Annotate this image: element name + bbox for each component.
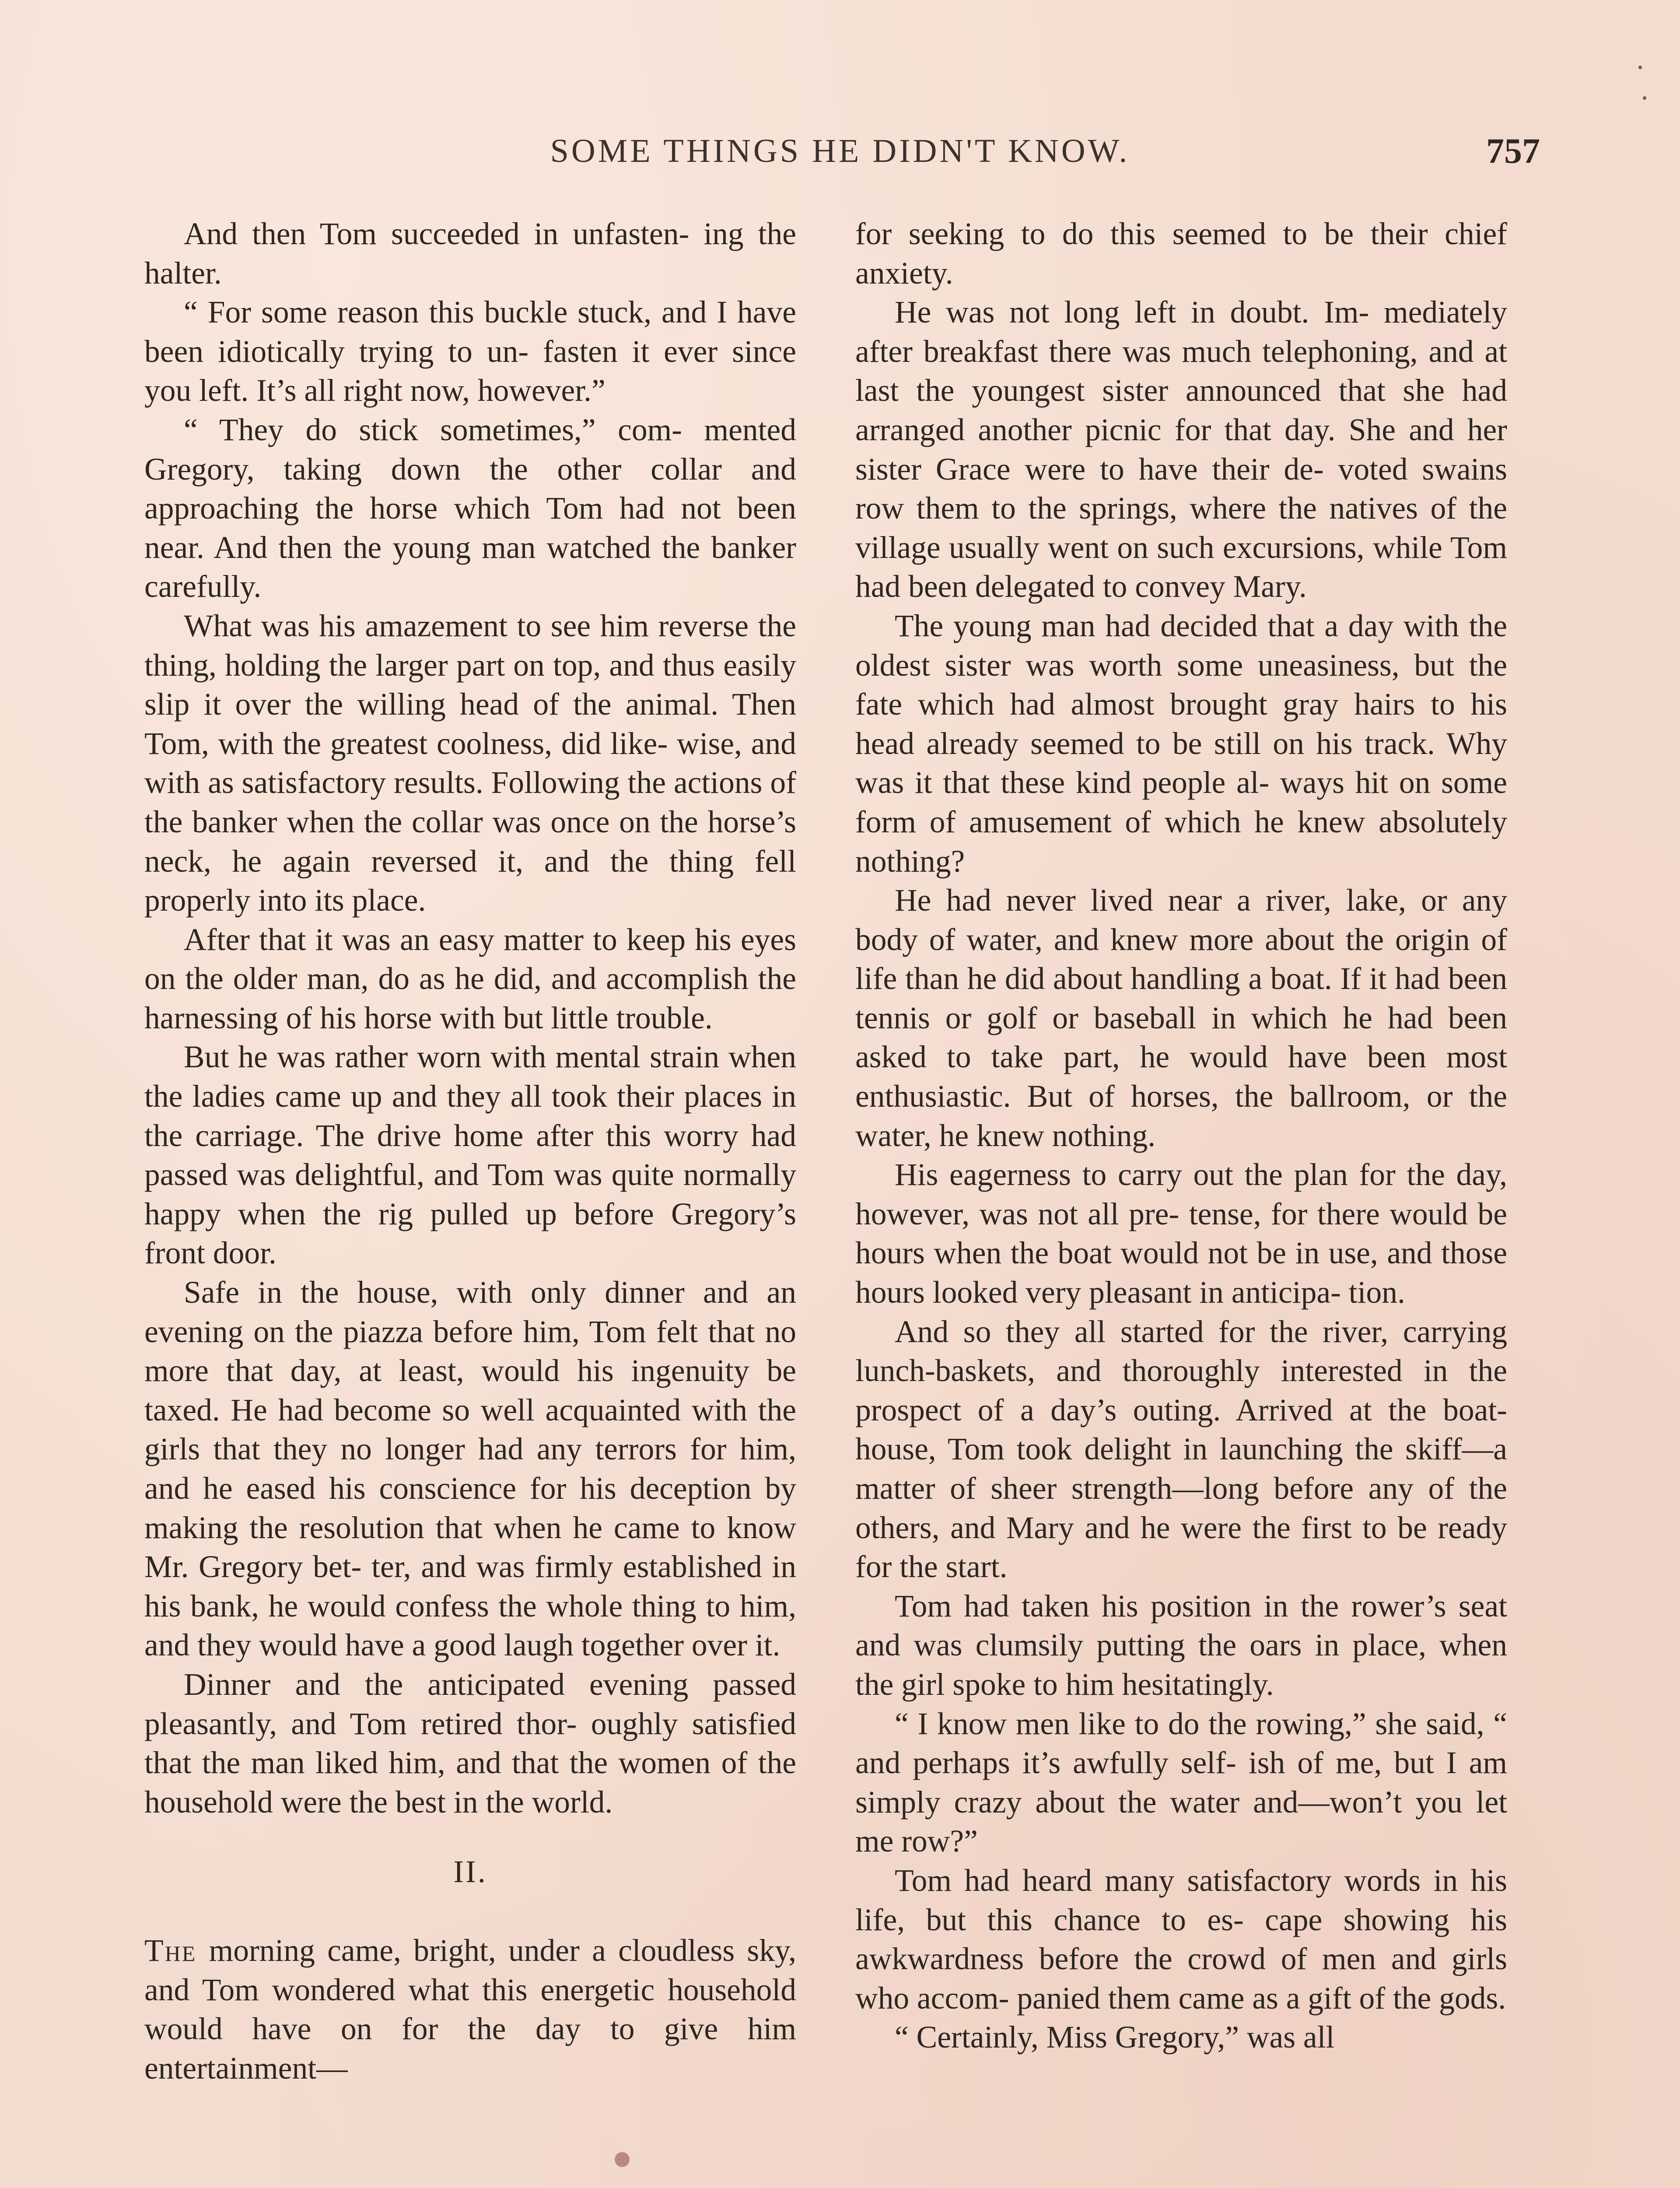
section-opening-text: morning came, bright, under a cloudless sky, and Tom wondered what this energetic household would have on for the day to give him entertainment— (144, 1933, 796, 2086)
paragraph: After that it was an easy matter to keep his eyes on the older man, do as he did, and accomplish the harnessing of his horse with but little trouble. (144, 922, 796, 1035)
paragraph: for seeking to do this seemed to be their chief anxiety. (855, 217, 1507, 291)
paragraph: And so they all started for the river, carrying lunch-baskets, and thoroughly interested in the prospect of a day’s outing. Arrived at the boat-house, Tom took delight in launching the skiff—a matter of sheer strength—long before any of the others, and Mary and he were the first to be ready for the start. (855, 1314, 1507, 1585)
paper-speck (615, 2152, 630, 2167)
left-column (144, 214, 796, 2088)
paragraph: “ I know men like to do the rowing,” she said, “ and perhaps it’s awfully self- ish of me, but I am simply crazy about the water and—won’t you let me row?” (855, 1706, 1507, 1859)
section-heading: II. (453, 1855, 487, 1890)
paragraph: But he was rather worn with mental strain when the ladies came up and they all took their places in the carriage. The drive home after this worry had passed was delightful, and Tom was quite normally happy when the rig pulled up before Gregory’s front door. (144, 1040, 796, 1271)
running-title: SOME THINGS HE DIDN'T KNOW. (550, 133, 1130, 169)
paragraph: Tom had heard many satisfactory words in his life, but this chance to es- cape showing his awkwardness before the crowd of men and girls who accom- panied them came as a gift of the gods. (855, 1863, 1507, 2016)
section-opening-word: The (144, 1933, 197, 1968)
paragraph: He was not long left in doubt. Im- mediately after breakfast there was much telephoning, and at last the youngest sister announced that she had arranged another picnic for that day. She and her sister Grace were to have their de- voted swains row them to the springs, where the natives of the village usually went on such excursions, while Tom had been delegated to convey Mary. (855, 295, 1507, 604)
paper-speck (1643, 96, 1646, 100)
paragraph: “ They do stick sometimes,” com- mented Gregory, taking down the other collar and approaching the horse which Tom had not been near. And then the young man watched the banker carefully. (144, 412, 796, 604)
paragraph: He had never lived near a river, lake, or any body of water, and knew more about the origin of life than he did about handling a boat. If it had been tennis or golf or baseball in which he had been asked to take part, he would have been most enthusiastic. But of horses, the ballroom, or the water, he knew nothing. (855, 883, 1507, 1153)
paragraph: “ Certainly, Miss Gregory,” was all (895, 2020, 1335, 2055)
running-header (0, 127, 1680, 175)
paragraph: Tom had taken his position in the rower’s seat and was clumsily putting the oars in place, when the girl spoke to him hesitatingly. (855, 1588, 1507, 1702)
paragraph: Safe in the house, with only dinner and an evening on the piazza before him, Tom felt that no more that day, at least, would his ingenuity be taxed. He had become so well acquainted with the girls that they no longer had any terrors for him, and he eased his conscience for his deception by making the resolution that when he came to know Mr. Gregory bet- ter, and was firmly established in his bank, he would confess the whole thing to him, and they would have a good laugh together over it. (144, 1275, 796, 1663)
paragraph: Dinner and the anticipated evening passed pleasantly, and Tom retired thor- oughly satisfied that the man liked him, and that the women of the household were the best in the world. (144, 1667, 796, 1820)
paragraph: And then Tom succeeded in unfasten- ing the halter. (144, 217, 796, 291)
right-column (855, 214, 1507, 2057)
paper-speck (1638, 66, 1642, 69)
page-number: 757 (1486, 131, 1540, 171)
paragraph: The young man had decided that a day with the oldest sister was worth some uneasiness, but the fate which had almost brought gray hairs to his head already seemed to be still on his track. Why was it that these kind people al- ways hit on some form of amusement of which he knew absolutely nothing? (855, 608, 1507, 879)
section-opening-paragraph (144, 1931, 796, 2088)
paragraph: What was his amazement to see him reverse the thing, holding the larger part on top, and thus easily slip it over the willing head of the animal. Then Tom, with the greatest coolness, did like- wise, and with as satisfactory results. Following the actions of the banker when the collar was once on the horse’s neck, he again reversed it, and the thing fell properly into its place. (144, 608, 796, 918)
paragraph: His eagerness to carry out the plan for the day, however, was not all pre- tense, for there would be hours when the boat would not be in use, and those hours looked very pleasant in anticipa- tion. (855, 1157, 1507, 1310)
paragraph: “ For some reason this buckle stuck, and I have been idiotically trying to un- fasten it ever since you left. It’s all right now, however.” (144, 295, 796, 408)
